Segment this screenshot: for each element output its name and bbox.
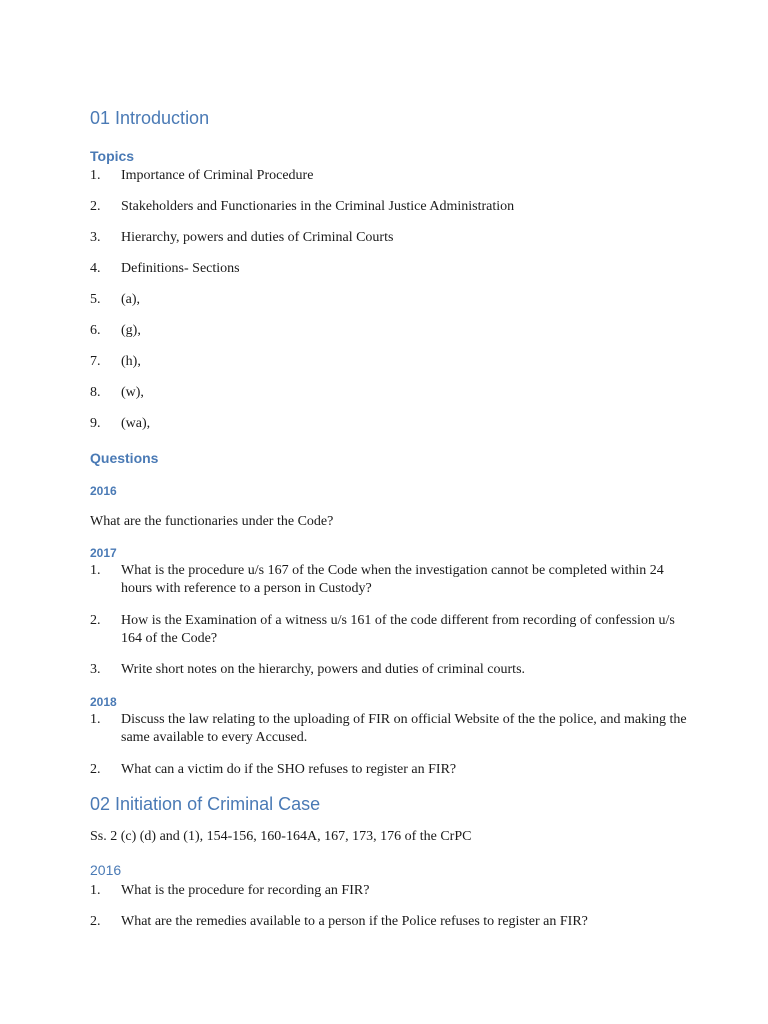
- list-number: 2.: [90, 762, 101, 777]
- list-item: [90, 913, 690, 931]
- list-text: What can a victim do if the SHO refuses to register an FIR?: [121, 762, 457, 777]
- list-item: [90, 661, 690, 679]
- year-heading-2016: 2016: [90, 862, 122, 878]
- list-text: What is the procedure u/s 167 of the Code when the investigation cannot be completed within 24 hours with reference to a person in Custody?: [121, 563, 664, 596]
- list-number: 3.: [90, 230, 101, 245]
- list-number: 5.: [90, 292, 101, 307]
- list-number: 1.: [90, 168, 101, 183]
- list-text: (g),: [121, 323, 141, 338]
- list-text: How is the Examination of a witness u/s 161 of the code different from recording of confession u/s 164 of the Code?: [121, 613, 675, 646]
- list-item: [90, 384, 690, 402]
- list-text: Stakeholders and Functionaries in the Criminal Justice Administration: [121, 199, 515, 214]
- list-item: [90, 562, 690, 598]
- sections-reference: Ss. 2 (c) (d) and (1), 154-156, 160-164A, 167, 173, 176 of the CrPC: [90, 829, 472, 844]
- list-text: What are the remedies available to a person if the Police refuses to register an FIR?: [121, 914, 588, 929]
- list-number: 6.: [90, 323, 101, 338]
- list-number: 9.: [90, 416, 101, 431]
- list-item: [90, 612, 690, 648]
- list-number: 2.: [90, 914, 101, 929]
- list-text: (a),: [121, 292, 141, 307]
- section-1-title: 01 Introduction: [90, 108, 210, 128]
- questions-heading: Questions: [90, 450, 159, 466]
- list-text: Definitions- Sections: [121, 261, 240, 276]
- section-2-title: 02 Initiation of Criminal Case: [90, 794, 321, 814]
- list-item: [90, 291, 690, 309]
- list-number: 4.: [90, 261, 101, 276]
- list-item: [90, 353, 690, 371]
- list-number: 3.: [90, 662, 101, 677]
- list-number: 2.: [90, 199, 101, 214]
- list-number: 1.: [90, 563, 101, 578]
- topics-heading: Topics: [90, 148, 135, 164]
- year-heading-2018: 2018: [90, 695, 117, 709]
- list-item: [90, 415, 690, 433]
- year-heading-2016: 2016: [90, 484, 117, 498]
- list-text: (wa),: [121, 416, 151, 431]
- list-number: 8.: [90, 385, 101, 400]
- list-item: [90, 198, 690, 216]
- list-text: Discuss the law relating to the uploading of FIR on official Website of the the police, and making the same available to every Accused.: [121, 712, 687, 745]
- list-item: [90, 711, 690, 747]
- list-item: [90, 229, 690, 247]
- list-item: [90, 260, 690, 278]
- list-number: 1.: [90, 883, 101, 898]
- list-text: Write short notes on the hierarchy, powers and duties of criminal courts.: [121, 662, 526, 677]
- list-item: [90, 882, 690, 900]
- question-text: What are the functionaries under the Code?: [90, 514, 334, 529]
- list-number: 2.: [90, 613, 101, 628]
- list-text: (h),: [121, 354, 141, 369]
- year-heading-2017: 2017: [90, 546, 117, 560]
- list-number: 7.: [90, 354, 101, 369]
- list-item: [90, 761, 690, 779]
- list-item: [90, 167, 690, 185]
- list-text: Importance of Criminal Procedure: [121, 168, 314, 183]
- list-item: [90, 322, 690, 340]
- list-number: 1.: [90, 712, 101, 727]
- list-text: What is the procedure for recording an FIR?: [121, 883, 370, 898]
- list-text: (w),: [121, 385, 144, 400]
- list-text: Hierarchy, powers and duties of Criminal Courts: [121, 230, 394, 245]
